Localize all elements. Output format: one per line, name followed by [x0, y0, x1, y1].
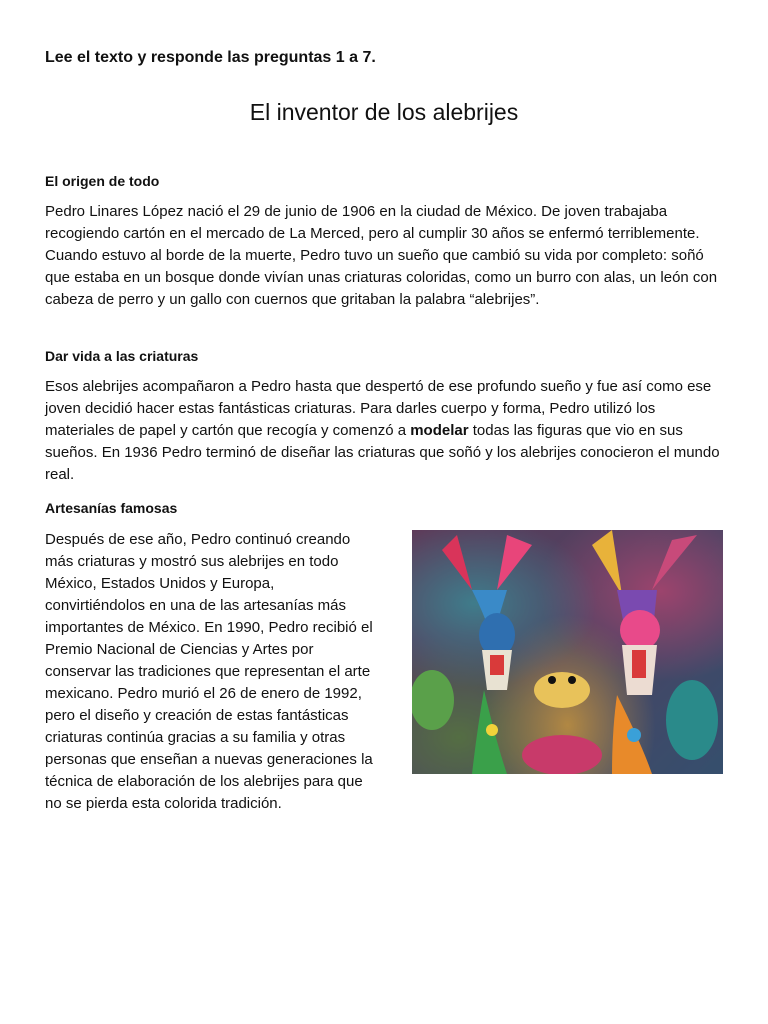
bold-word: modelar: [410, 422, 469, 439]
paragraph-text-before: Esos alebrijes acompañaron a Pedro hasta que despertó de ese profundo sueño y fue así como ese joven decidió hacer estas fantásticas criaturas. Para darles cuerpo y forma, Pedro utilizó los materiales de papel y cartón que recogía y comenzó a: [45, 378, 712, 439]
section-heading-origen: El origen de todo: [45, 173, 160, 189]
section-heading-artesanias: Artesanías famosas: [45, 500, 178, 516]
section-paragraph-origen: Pedro Linares López nació el 29 de junio de 1906 en la ciudad de México. De joven trabajaba recogiendo cartón en el mercado de La Merced, pero al cumplir 30 años se enfermó terriblemente. Cuando estuvo al borde de la muerte, Pedro tuvo un sueño que cambió su vida por completo: soñó que estaba en un bosque donde vivían unas criaturas coloridas, como un burro con alas, un león con cabeza de perro y un gallo con cuernos que gritaban la palabra “alebrijes”.: [45, 203, 718, 308]
section-paragraph-artesanias: Después de ese año, Pedro continuó creando más criaturas y mostró sus alebrijes en todo México, Estados Unidos y Europa, convirtiéndolos en una de las artesanías más importantes de México. En 1990, Pedro recibió el Premio Nacional de Ciencias y Artes por conservar las tradiciones que representan el arte mexicano. Pedro murió el 26 de enero de 1992, pero el diseño y creación de estas fantásticas criaturas continúa gracias a su familia y otras personas que enseñan a nuevas generaciones la técnica de elaboración de los alebrijes para que no se pierda esta colorida tradición.: [45, 531, 373, 812]
section-heading-dar-vida: Dar vida a las criaturas: [45, 348, 199, 364]
section-paragraph-dar-vida: [45, 376, 725, 486]
instruction-text: Lee el texto y responde las preguntas 1 a 7.: [45, 49, 376, 66]
alebrijes-illustration: [412, 530, 723, 774]
document-title: El inventor de los alebrijes: [249, 99, 519, 125]
paragraph-text-after: todas las figuras que vio en sus sueños. En 1936 Pedro terminó de diseñar las criaturas que soñó y los alebrijes conocieron el mundo real.: [45, 422, 720, 483]
alebrijes-photo: [412, 530, 723, 774]
